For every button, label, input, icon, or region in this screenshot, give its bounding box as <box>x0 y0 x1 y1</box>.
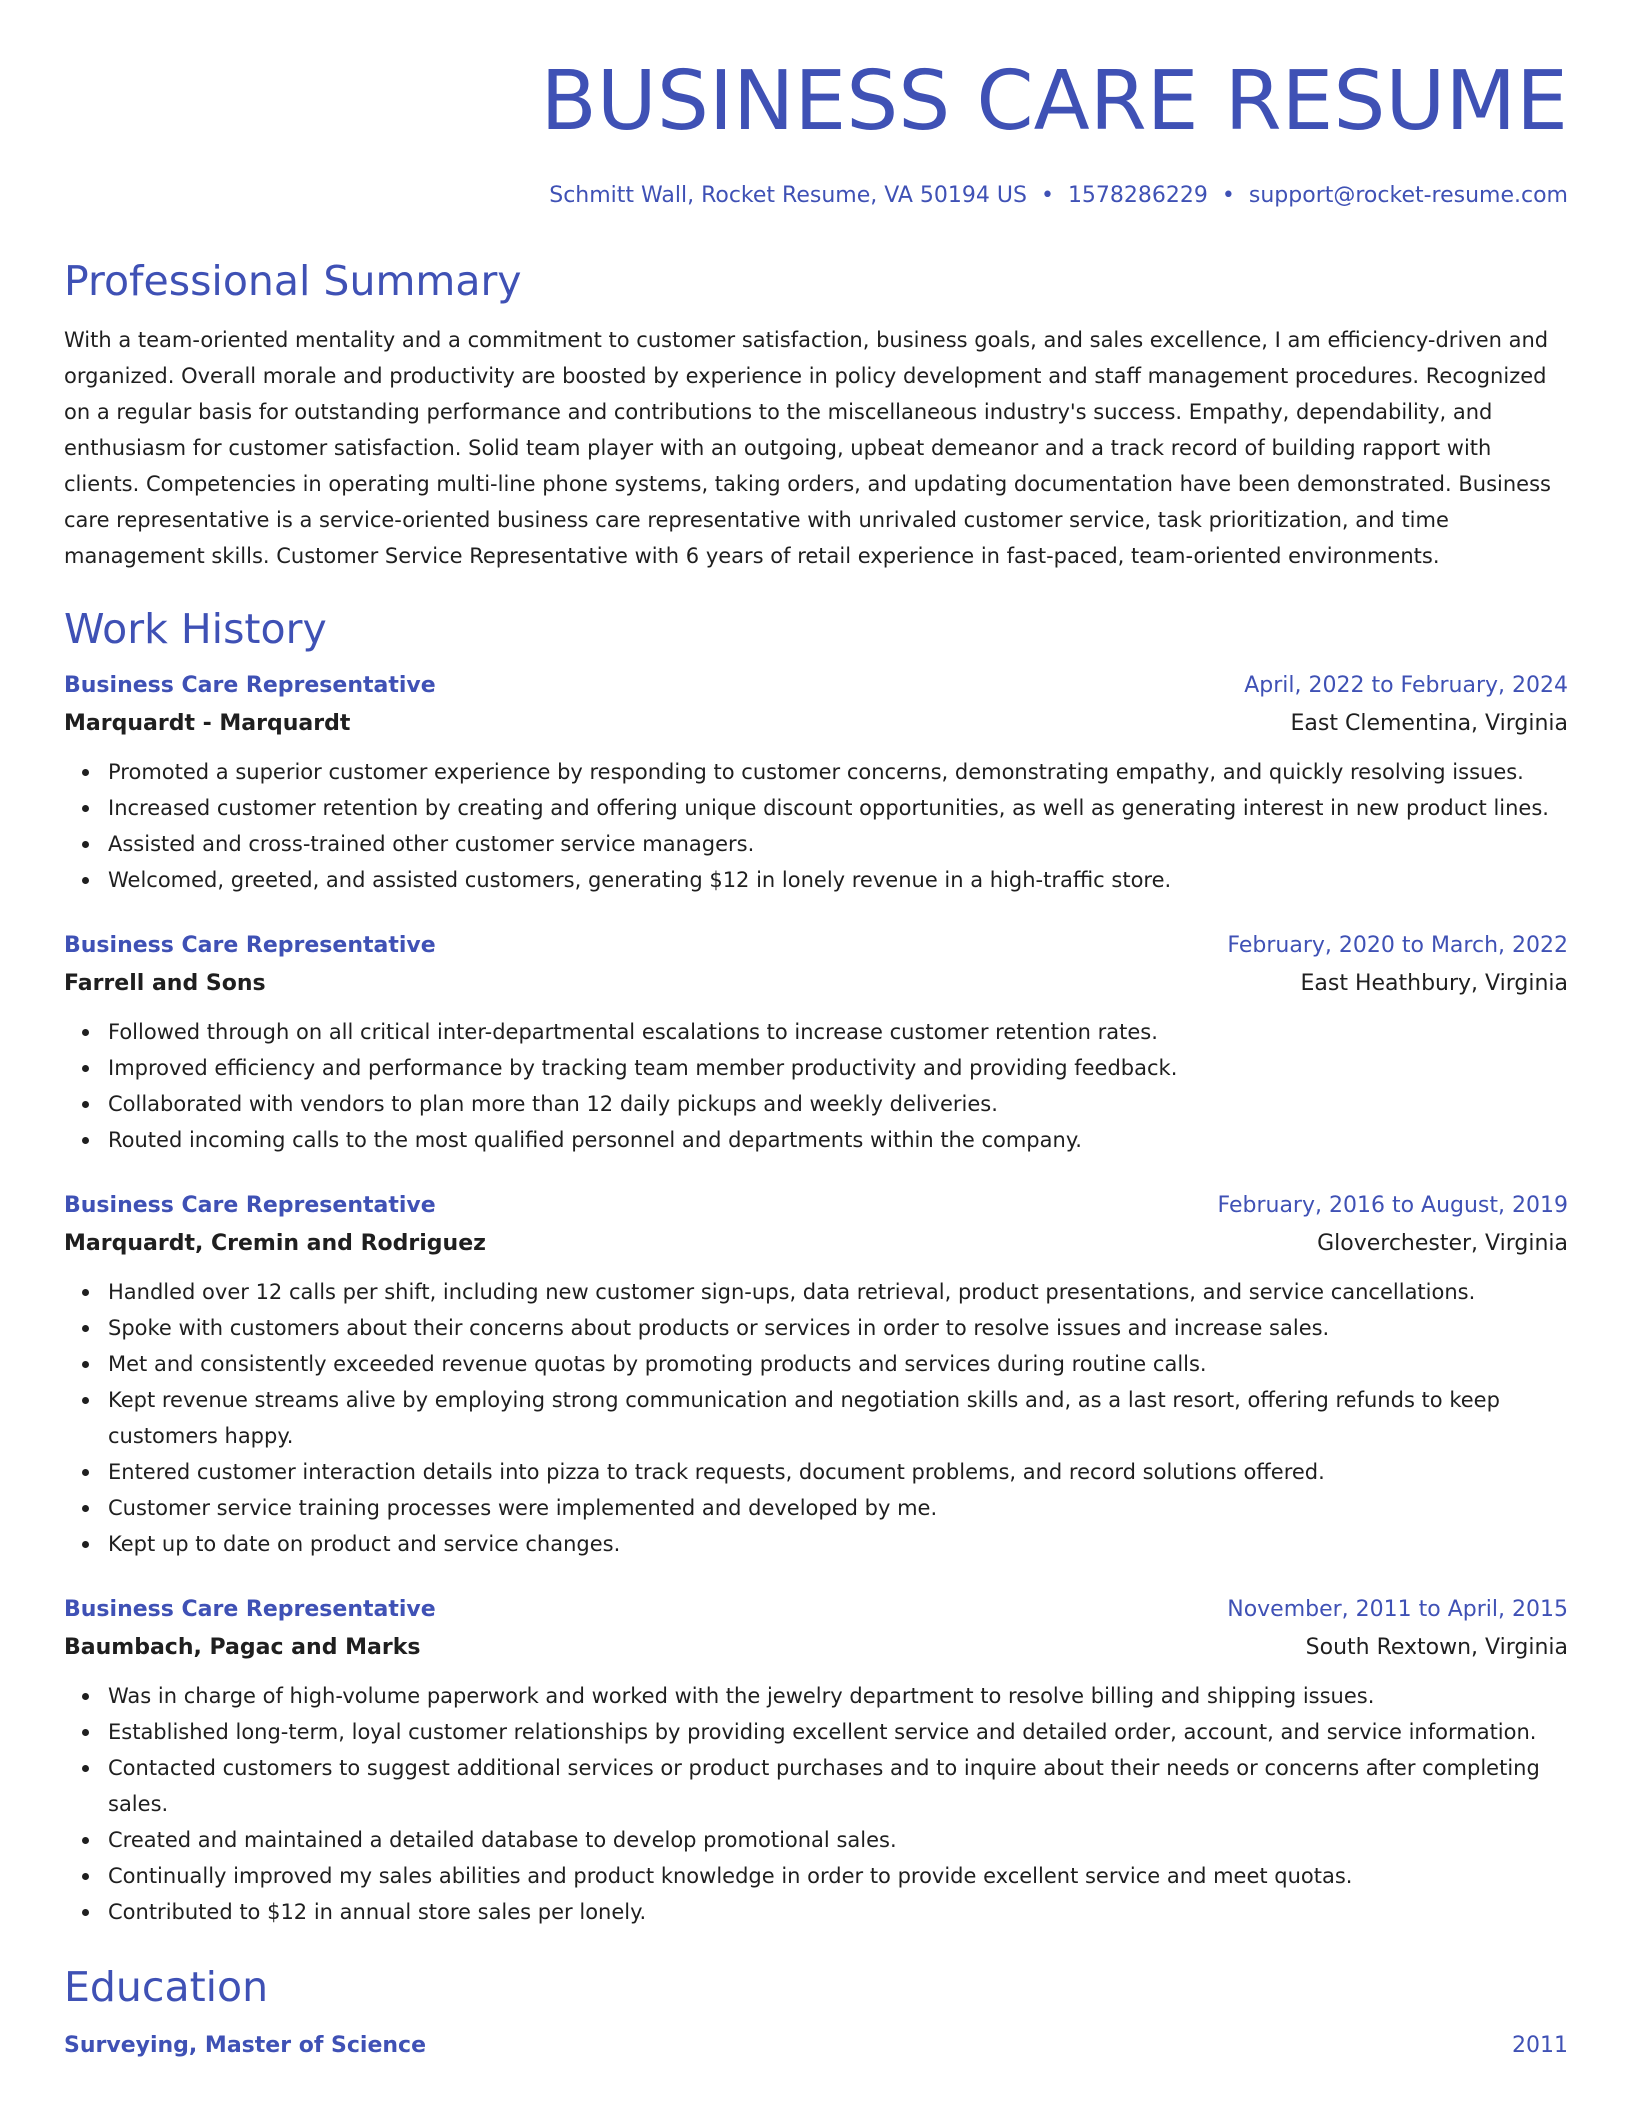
contact-phone: 1578286229 <box>1067 183 1208 208</box>
job-title: Business Care Representative <box>64 673 436 698</box>
job-bullet: Promoted a superior customer experience by responding to customer concerns, demonstrating empathy, and quickly resolving issues. <box>108 754 1568 790</box>
job-company-row <box>64 962 1568 1000</box>
job-bullet: Handled over 12 calls per shift, including new customer sign-ups, data retrieval, product presentations, and service cancellations. <box>108 1274 1568 1310</box>
summary-text: With a team-oriented mentality and a commitment to customer satisfaction, business goals, and sales excellence, I am efficiency-driven and organized. Overall morale and productivity are boosted by experience in policy development and staff management procedures. Recognized on a regular basis for outstanding performance and contributions to the miscellaneous industry's success. Empathy, dependability, and enthusiasm for customer satisfaction. Solid team player with an outgoing, upbeat demeanor and a track record of building rapport with clients. Competencies in operating multi-line phone systems, taking orders, and updating documentation have been demonstrated. Business care representative is a service-oriented business care representative with unrivaled customer service, task prioritization, and time management skills. Customer Service Representative with 6 years of retail experience in fast-paced, team-oriented environments. <box>64 328 1551 568</box>
bullet-separator: • <box>1221 183 1235 208</box>
job-bullet: Spoke with customers about their concerns about products or services in order to resolve issues and increase sales. <box>108 1310 1568 1346</box>
resume-name: BUSINESS CARE RESUME <box>540 54 1568 149</box>
job-dates: April, 2022 to February, 2024 <box>1244 673 1568 698</box>
contact-line <box>64 182 1568 210</box>
contact-address: Schmitt Wall, Rocket Resume, VA 50194 US <box>549 183 1027 208</box>
job-title-row <box>64 670 1568 702</box>
education-section <box>64 1962 1568 2062</box>
education-entry <box>64 2030 1568 2062</box>
job-company: Marquardt - Marquardt <box>64 711 351 736</box>
job-entry <box>64 1594 1568 1930</box>
job-bullet: Contacted customers to suggest additional services or product purchases and to inquire about their needs or concerns after completing sales. <box>108 1750 1568 1822</box>
bullet-separator: • <box>1040 183 1054 208</box>
job-bullet: Collaborated with vendors to plan more than 12 daily pickups and weekly deliveries. <box>108 1086 1568 1122</box>
job-title-row <box>64 930 1568 962</box>
job-bullet: Assisted and cross-trained other customer service managers. <box>108 826 1568 862</box>
job-location: East Clementina, Virginia <box>1290 711 1568 736</box>
job-title-row <box>64 1190 1568 1222</box>
job-bullet: Welcomed, greeted, and assisted customers, generating $12 in lonely revenue in a high-traffic store. <box>108 862 1568 898</box>
job-bullets <box>64 754 1568 898</box>
job-bullet: Kept revenue streams alive by employing strong communication and negotiation skills and, as a last resort, offering refunds to keep customers happy. <box>108 1382 1568 1454</box>
job-bullets <box>64 1274 1568 1562</box>
job-company-row <box>64 1626 1568 1664</box>
job-title: Business Care Representative <box>64 1597 436 1622</box>
job-location: Gloverchester, Virginia <box>1317 1231 1568 1256</box>
job-bullets <box>64 1014 1568 1158</box>
work-history-section <box>64 604 1568 1930</box>
job-bullet: Continually improved my sales abilities and product knowledge in order to provide excellent service and meet quotas. <box>108 1858 1568 1894</box>
summary-heading: Professional Summary <box>64 257 522 305</box>
resume-header <box>64 0 1568 210</box>
job-title: Business Care Representative <box>64 933 436 958</box>
job-entry <box>64 930 1568 1158</box>
job-bullet: Contributed to $12 in annual store sales per lonely. <box>108 1894 1568 1930</box>
contact-email[interactable]: support@rocket-resume.com <box>1248 183 1568 208</box>
job-bullet: Was in charge of high-volume paperwork and worked with the jewelry department to resolve billing and shipping issues. <box>108 1678 1568 1714</box>
job-bullet: Followed through on all critical inter-departmental escalations to increase customer retention rates. <box>108 1014 1568 1050</box>
summary-section <box>64 256 1568 574</box>
education-year: 2011 <box>1512 2033 1568 2058</box>
job-company-row <box>64 1222 1568 1260</box>
work-history-heading: Work History <box>64 605 327 653</box>
job-company: Baumbach, Pagac and Marks <box>64 1635 421 1660</box>
job-bullet: Entered customer interaction details into pizza to track requests, document problems, and record solutions offered. <box>108 1454 1568 1490</box>
job-dates: November, 2011 to April, 2015 <box>1227 1597 1568 1622</box>
job-title-row <box>64 1594 1568 1626</box>
job-location: South Rextown, Virginia <box>1305 1635 1568 1660</box>
job-bullets <box>64 1678 1568 1930</box>
job-bullet: Met and consistently exceeded revenue quotas by promoting products and services during routine calls. <box>108 1346 1568 1382</box>
job-bullet: Created and maintained a detailed database to develop promotional sales. <box>108 1822 1568 1858</box>
education-degree: Surveying, Master of Science <box>64 2033 427 2058</box>
job-title: Business Care Representative <box>64 1193 436 1218</box>
job-company: Marquardt, Cremin and Rodriguez <box>64 1231 486 1256</box>
job-dates: February, 2020 to March, 2022 <box>1227 933 1568 958</box>
job-dates: February, 2016 to August, 2019 <box>1217 1193 1568 1218</box>
job-location: East Heathbury, Virginia <box>1300 971 1568 996</box>
job-company-row <box>64 702 1568 740</box>
job-bullet: Increased customer retention by creating and offering unique discount opportunities, as well as generating interest in new product lines. <box>108 790 1568 826</box>
education-heading: Education <box>64 1963 269 2011</box>
job-entry <box>64 1190 1568 1562</box>
job-bullet: Established long-term, loyal customer relationships by providing excellent service and detailed order, account, and service information. <box>108 1714 1568 1750</box>
job-entry <box>64 670 1568 898</box>
job-company: Farrell and Sons <box>64 971 266 996</box>
job-bullet: Customer service training processes were implemented and developed by me. <box>108 1490 1568 1526</box>
job-bullet: Improved efficiency and performance by tracking team member productivity and providing feedback. <box>108 1050 1568 1086</box>
job-bullet: Routed incoming calls to the most qualified personnel and departments within the company. <box>108 1122 1568 1158</box>
job-bullet: Kept up to date on product and service changes. <box>108 1526 1568 1562</box>
